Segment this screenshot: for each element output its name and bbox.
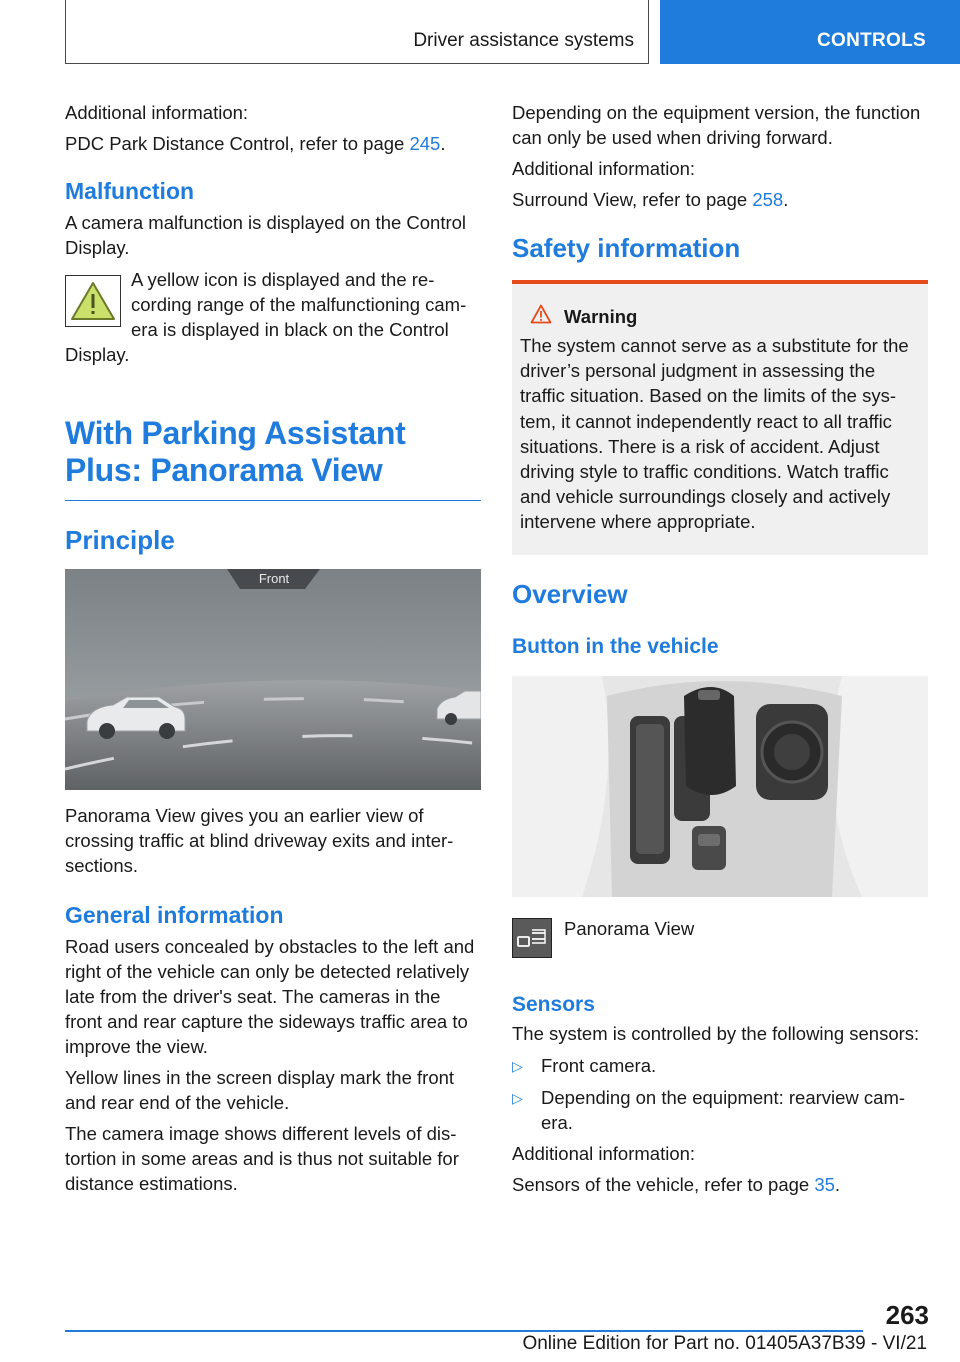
footer-rule	[65, 1330, 863, 1332]
panorama-view-heading: With Parking Assistant Plus: Panorama View	[65, 415, 481, 501]
equipment-note: Depending on the equipment version, the function can only be used when driving forward.	[512, 102, 921, 148]
header-chapter-title: CONTROLS	[816, 30, 926, 51]
list-item: ▷ Depending on the equipment: rearview camera.	[512, 1086, 906, 1133]
panorama-view-icon	[512, 918, 552, 958]
warning-icon	[530, 304, 552, 329]
principle-heading: Principle	[65, 525, 175, 555]
panorama-view-button-row	[512, 916, 928, 962]
safety-info-heading: Safety information	[512, 233, 741, 263]
general-info-p1: Road users concealed by obstacles to the left and right of the vehicle can only be detected relatively late from the driver's seat. The cameras in the front and rear capture the sideways traffic area to improve the view.	[65, 936, 475, 1057]
additional-info-label-right-2: Additional information:	[512, 1142, 696, 1164]
overview-heading: Overview	[512, 578, 628, 609]
button-in-vehicle-heading: Button in the vehicle	[512, 634, 719, 658]
yellow-icon-block	[65, 271, 481, 367]
warning-text: The system cannot serve as a substitute for the driver’s personal judgment in assessing the traffic situation. Based on the limits of the system, it cannot independently react to all traffic situations. There is a risk of accident. Adjust driving style to traffic conditions. Watch traffic and vehicle surroundings closely and actively intervene where appropriate.	[520, 335, 909, 533]
malfunction-text: A camera malfunction is displayed on the Control Display.	[65, 212, 467, 258]
footer-edition: Online Edition for Part no. 01405A37B39 - VI/21	[522, 1333, 927, 1354]
pdc-page-link[interactable]: 245	[409, 133, 441, 154]
sensors-page-link[interactable]: 35	[814, 1173, 835, 1195]
left-column	[65, 100, 481, 1196]
page-number: 263	[885, 1300, 929, 1330]
right-column	[512, 100, 928, 1197]
center-console-image	[512, 676, 928, 897]
sensors-reference: Sensors of the vehicle, refer to page 35.	[512, 1173, 841, 1195]
front-label: Front	[258, 571, 290, 586]
general-info-heading: General information	[65, 902, 284, 928]
header-section-tab	[65, 0, 649, 64]
additional-info-label-right: Additional information:	[512, 158, 696, 179]
sensors-text: The system is controlled by the following sensors:	[512, 1022, 920, 1044]
sensors-heading: Sensors	[512, 992, 595, 1016]
header-chapter-tab	[660, 0, 960, 64]
header-section-title: Driver assistance systems	[413, 30, 634, 51]
triangle-bullet-icon: ▷	[512, 1057, 523, 1074]
malfunction-heading: Malfunction	[65, 178, 195, 204]
additional-info-label: Additional information:	[65, 102, 249, 123]
surround-view-reference: Surround View, refer to page 258.	[512, 189, 789, 210]
panorama-view-screen-image	[65, 569, 481, 790]
sensors-list	[512, 1053, 928, 1135]
warning-header	[520, 304, 921, 329]
warning-triangle-icon	[65, 275, 121, 327]
general-info-p3: The camera image shows different levels of distortion in some areas and is thus not suitable for distance estimations.	[65, 1123, 459, 1194]
pdc-reference: PDC Park Distance Control, refer to page 245.	[65, 133, 446, 154]
triangle-bullet-icon: ▷	[512, 1089, 523, 1106]
list-item: ▷ Front camera.	[512, 1053, 928, 1078]
panorama-view-label: Panorama View	[564, 917, 695, 939]
warning-box	[512, 280, 928, 555]
general-info-p2: Yellow lines in the screen display mark the front and rear end of the vehicle.	[65, 1067, 455, 1113]
yellow-icon-text: A yellow icon is displayed and the recording range of the malfunctioning camera is displayed in black on the Control Display.	[65, 271, 467, 365]
principle-text: Panorama View gives you an earlier view of crossing traffic at blind driveway exits and intersections.	[65, 805, 454, 876]
warning-label: Warning	[564, 305, 638, 327]
surround-page-link[interactable]: 258	[752, 189, 784, 210]
